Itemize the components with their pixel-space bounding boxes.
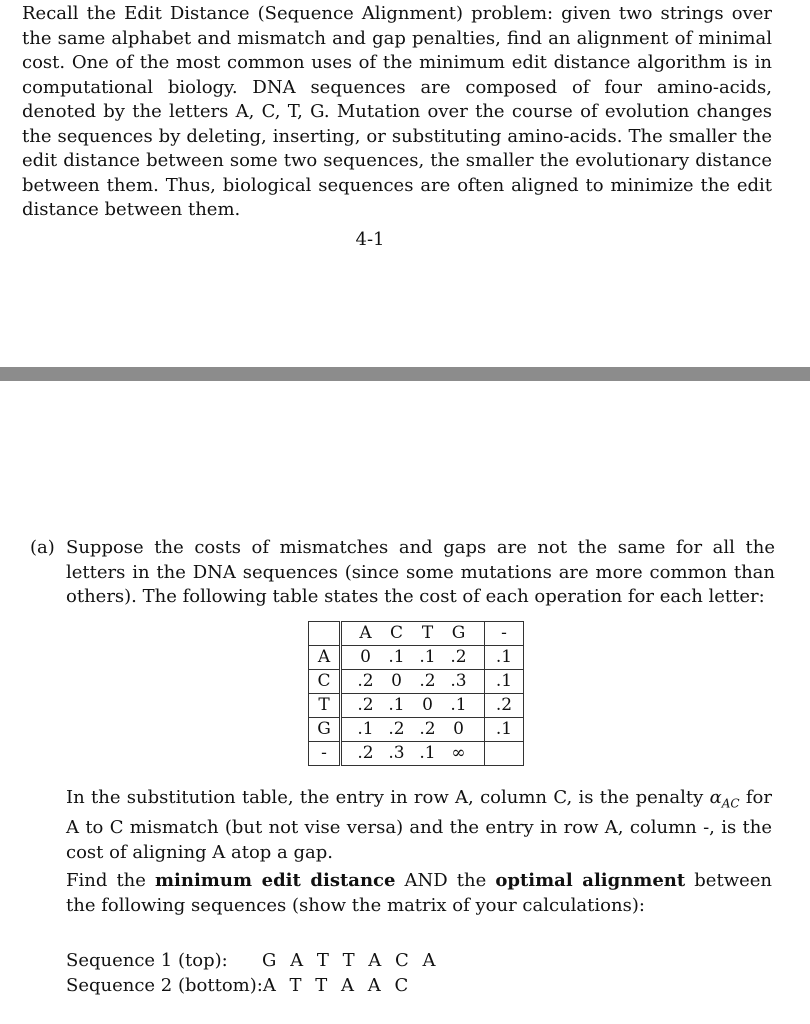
task-text: Find the (66, 870, 155, 892)
table-cell: 0 (391, 671, 402, 691)
sequence-label: Sequence 1 (top): (66, 950, 228, 971)
page-divider (0, 367, 810, 381)
table-cell: .2 (357, 743, 374, 763)
part-text: Suppose the costs of mismatches and gaps are not the same for all the letters in the DNA sequences (since some mutations are more common than others). The following table states the cost of each operation for each letter: (66, 537, 775, 607)
alpha-symbol: α (709, 787, 722, 808)
table-cells (341, 646, 485, 670)
task-bold-term: minimum edit distance (155, 870, 396, 892)
sequence-label: Sequence 2 (bottom): (66, 975, 263, 996)
table-cell: .2 (357, 695, 374, 715)
sequence-1 (66, 948, 440, 973)
table-cell: .2 (419, 671, 436, 691)
table-cell: .3 (388, 743, 405, 763)
alpha-subscript: AC (721, 796, 740, 811)
gap-column-header: - (485, 622, 524, 646)
gap-cell: .1 (485, 670, 524, 694)
table-cell: .1 (419, 647, 436, 667)
explanation-paragraph (66, 786, 772, 865)
table-cell: 0 (453, 719, 464, 739)
page-number: 4-1 (355, 229, 385, 250)
task-paragraph (66, 869, 772, 918)
question-a (30, 536, 775, 610)
table-cell: .1 (450, 695, 467, 715)
task-text: between the following sequences (show the matrix of your calculations): (66, 870, 772, 916)
gap-cell: .1 (485, 718, 524, 742)
table-cell: 0 (422, 695, 433, 715)
column-header: G (451, 623, 466, 643)
row-header: T (309, 694, 341, 718)
table-cell: .2 (419, 719, 436, 739)
explanation-text: for A to C mismatch (but not vise versa) and the entry in row A, column -, is the cost of aligning A atop a gap. (66, 787, 772, 863)
table-row (309, 694, 524, 718)
table-cell: .1 (388, 695, 405, 715)
table-cells (341, 670, 485, 694)
gap-cell: .1 (485, 646, 524, 670)
table-row (309, 670, 524, 694)
table-cell: .2 (450, 647, 467, 667)
table-cell: .1 (388, 647, 405, 667)
table-cell: .1 (357, 719, 374, 739)
column-header: A (359, 623, 372, 643)
sequence-value: A T T A A C (262, 975, 413, 996)
sequence-2 (66, 973, 440, 998)
cost-table (308, 621, 524, 766)
table-cell: .1 (419, 743, 436, 763)
table-header-row (309, 622, 524, 646)
column-header: T (421, 623, 434, 643)
task-bold-term: optimal alignment (495, 870, 686, 892)
table-cells (341, 742, 485, 766)
explanation-text: In the substitution table, the entry in row A, column C, is the penalty (66, 787, 710, 808)
column-header: C (389, 623, 403, 643)
sequence-value: G A T T A C A (262, 950, 440, 971)
task-text: AND the (395, 870, 496, 892)
table-cell: .2 (388, 719, 405, 739)
table-cell: ∞ (451, 743, 466, 763)
table-cells (341, 718, 485, 742)
table-column-headers (341, 622, 485, 646)
table-corner (309, 622, 341, 646)
table-cells (341, 694, 485, 718)
sequences-block (66, 948, 440, 998)
row-header: - (309, 742, 341, 766)
intro-paragraph: Recall the Edit Distance (Sequence Alignment) problem: given two strings over the same alphabet and mismatch and gap penalties, find an alignment of minimal cost. One of the most common uses of the minimum edit distance algorithm is in computational biology. DNA sequences are composed of four amino-acids, denoted by the letters A, C, T, G. Mutation over the course of evolution changes the sequences by deleting, inserting, or substituting amino-acids. The smaller the edit distance between some two sequences, the smaller the evolutionary distance between them. Thus, biological sequences are often aligned to minimize the edit distance between them. (22, 3, 772, 220)
row-header: C (309, 670, 341, 694)
table-row (309, 646, 524, 670)
gap-cell: .2 (485, 694, 524, 718)
table-row (309, 718, 524, 742)
table-cell: .2 (357, 671, 374, 691)
gap-cell (485, 742, 524, 766)
table-row (309, 742, 524, 766)
row-header: G (309, 718, 341, 742)
table-cell: .3 (450, 671, 467, 691)
table-cell: 0 (360, 647, 371, 667)
row-header: A (309, 646, 341, 670)
question-body (66, 786, 772, 918)
part-label: (a) (30, 537, 55, 558)
